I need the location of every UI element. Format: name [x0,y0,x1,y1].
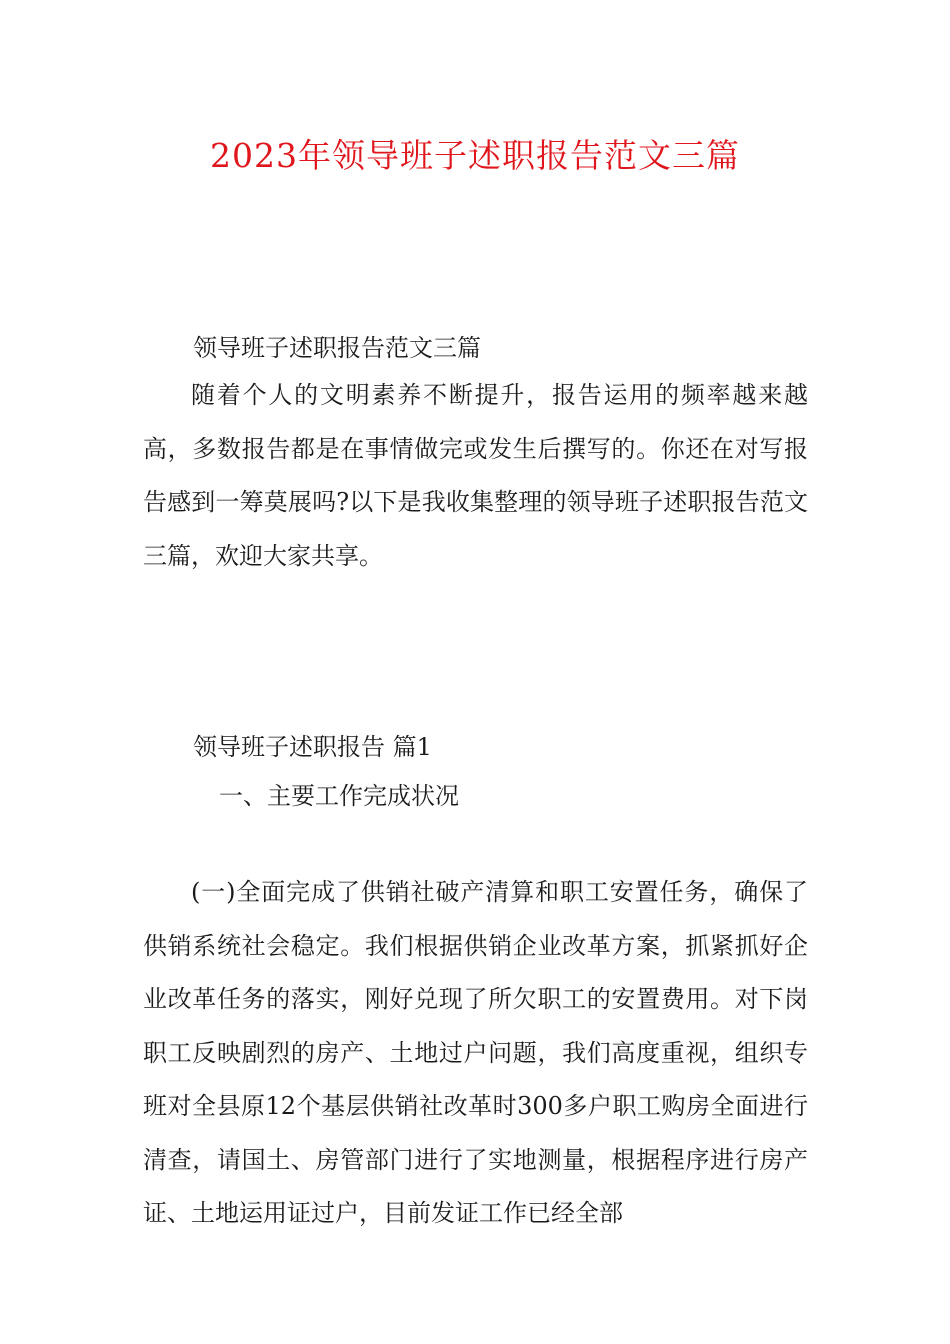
document-title: 2023年领导班子述职报告范文三篇 [210,136,740,175]
document-subtitle: 领导班子述职报告范文三篇 [193,334,481,362]
intro-paragraph: 随着个人的文明素养不断提升，报告运用的频率越来越高，多数报告都是在事情做完或发生后撰写的。你还在对写报告感到一筹莫展吗?以下是我收集整理的领导班子述职报告范文三篇，欢迎大家共享。 [143,381,808,570]
body-paragraph: (一)全面完成了供销社破产清算和职工安置任务，确保了供销系统社会稳定。我们根据供销企业改革方案，抓紧抓好企业改革任务的落实，刚好兑现了所欠职工的安置费用。对下岗职工反映剧烈的房产、土地过户问题，我们高度重视，组织专班对全县原12个基层供销社改革时300多户职工购房全面进行清查，请国土、房管部门进行了实地测量，根据程序进行房产证、土地运用证过户，目前发证工作已经全部 [143,878,808,1227]
section-heading: 领导班子述职报告 篇1 [193,733,432,761]
subsection-heading: 一、主要工作完成状况 [219,782,459,810]
